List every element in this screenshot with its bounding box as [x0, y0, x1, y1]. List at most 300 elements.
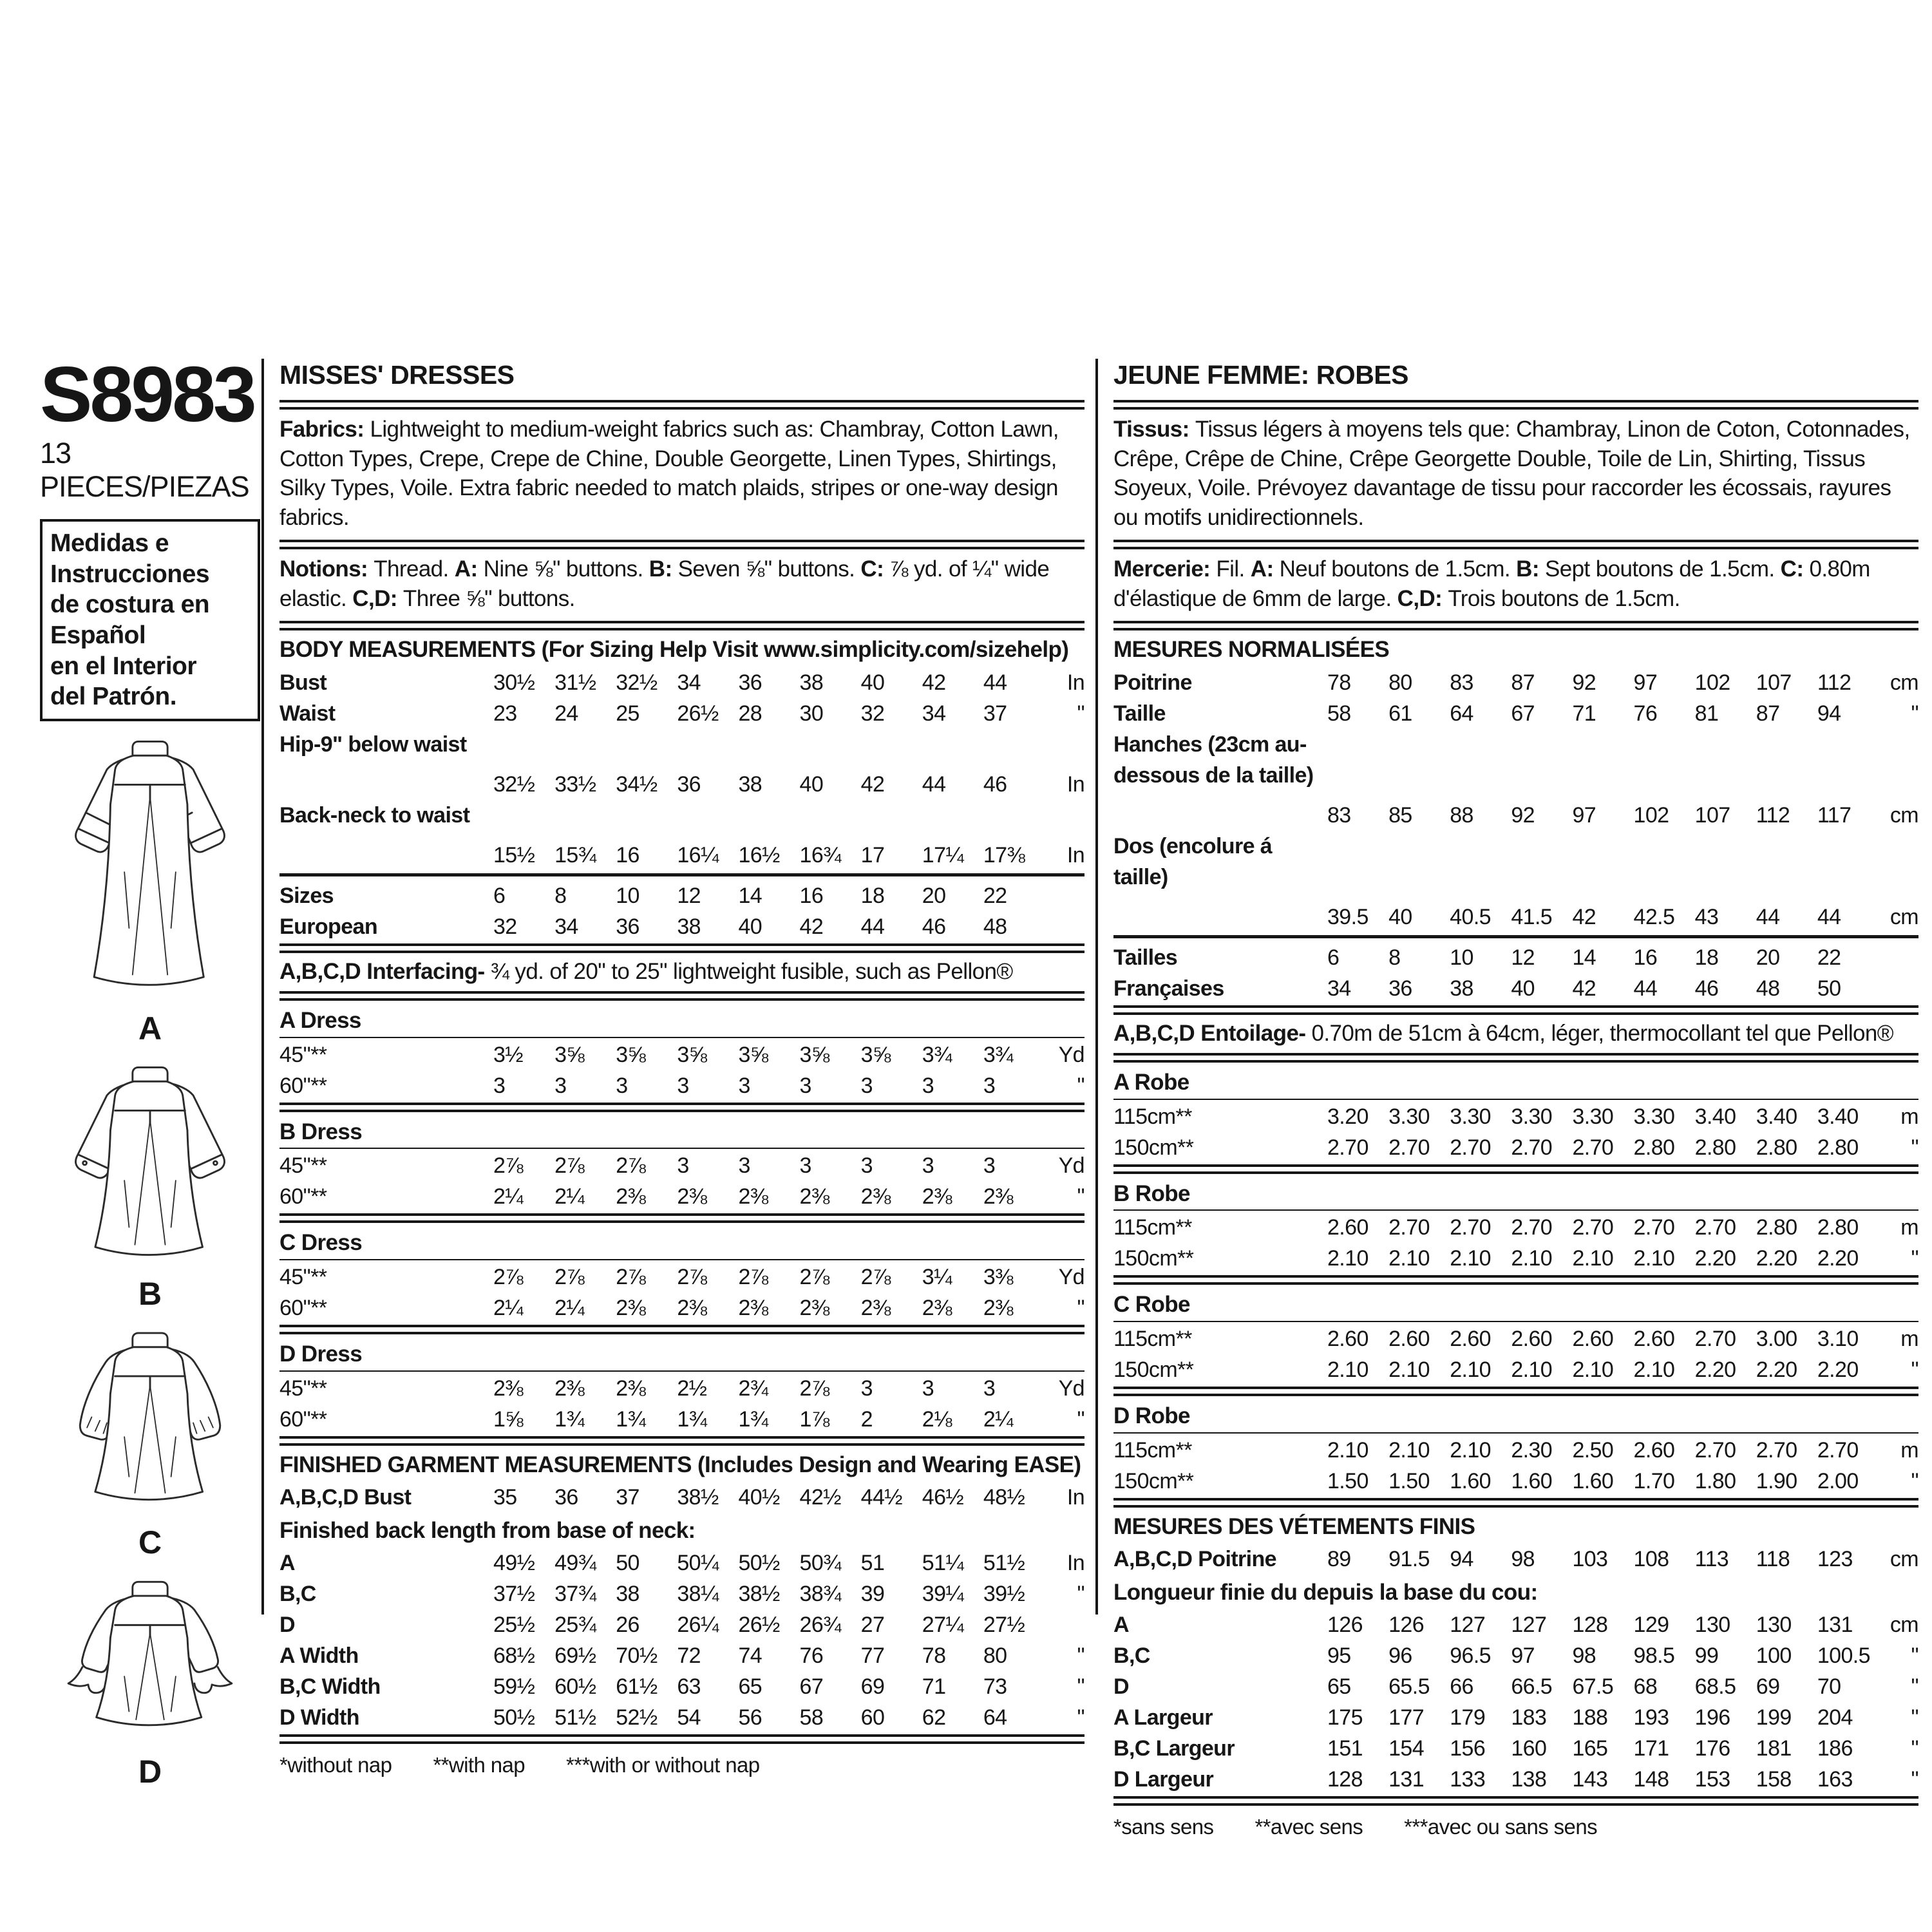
row-value: 2.70: [1450, 1215, 1491, 1240]
row-value: 59½: [493, 1674, 535, 1700]
row-value: 3: [554, 1073, 567, 1098]
spanish-note-line: en el Interior: [50, 652, 197, 680]
row-value: 68.5: [1694, 1674, 1736, 1700]
yardage-section-a: [279, 1005, 1084, 1112]
row-value: 165: [1572, 1736, 1608, 1761]
row-value: 2.70: [1388, 1215, 1430, 1240]
row-value: 2.70: [1694, 1327, 1736, 1352]
table-row: [279, 1482, 1084, 1513]
row-value: 204: [1817, 1705, 1853, 1730]
row-value: 38½: [677, 1485, 719, 1510]
row-value: 42: [922, 670, 946, 695]
row-value: 38¼: [677, 1582, 719, 1607]
row-unit: In: [1066, 670, 1084, 695]
row-value: 199: [1756, 1705, 1792, 1730]
table-row: [1113, 667, 1918, 698]
row-value: 34: [677, 670, 701, 695]
row-unit: ": [1077, 1705, 1084, 1730]
french-column: [1113, 358, 1918, 1841]
garment-label: D: [138, 1753, 162, 1790]
row-value: 65.5: [1388, 1674, 1430, 1700]
row-value: 18: [860, 883, 885, 908]
row-unit: ": [1911, 701, 1918, 726]
row-value: 37¾: [554, 1582, 596, 1607]
row-value: 58: [1327, 701, 1351, 726]
sens-footnotes: [1113, 1814, 1918, 1841]
mesures-finis-header: MESURES DES VÉTEMENTS FINIS: [1113, 1513, 1475, 1539]
row-value: 3.40: [1694, 1104, 1736, 1129]
row-value: 2.20: [1694, 1246, 1736, 1271]
row-value: 113: [1694, 1547, 1729, 1572]
divider: [1113, 540, 1918, 549]
row-value: 3⅝: [799, 1042, 829, 1067]
row-value: 2: [860, 1406, 873, 1432]
divider: [1113, 1005, 1918, 1015]
row-value: 49¾: [554, 1551, 596, 1576]
row-value: 2½: [677, 1376, 707, 1401]
row-value: 97: [1511, 1643, 1535, 1669]
table-row: [1113, 1212, 1918, 1243]
section-title: B Robe: [1113, 1180, 1190, 1206]
row-value: 2⅜: [799, 1296, 829, 1321]
row-unit: ": [1911, 1736, 1918, 1761]
row-value: 65: [1327, 1674, 1351, 1700]
row-value: 1.80: [1694, 1468, 1736, 1493]
footnote: ***avec ou sans sens: [1404, 1815, 1597, 1839]
row-value: 3: [493, 1073, 506, 1098]
row-value: 1¾: [738, 1406, 768, 1432]
garment-c-figure: [40, 1329, 260, 1561]
row-value: 3: [860, 1153, 873, 1179]
row-unit: m: [1900, 1327, 1918, 1352]
row-value: 2.10: [1572, 1246, 1614, 1271]
row-value: 2.70: [1572, 1215, 1614, 1240]
row-value: 36: [677, 772, 701, 797]
row-value: 44½: [860, 1485, 903, 1510]
row-value: 50: [616, 1551, 639, 1576]
row-value: 26½: [738, 1613, 780, 1638]
row-value: 100: [1756, 1643, 1792, 1669]
row-value: 81: [1694, 701, 1719, 726]
row-value: 50½: [493, 1705, 535, 1730]
row-value: 117: [1817, 802, 1852, 828]
row-value: 91.5: [1388, 1547, 1430, 1572]
row-value: 2.60: [1388, 1327, 1430, 1352]
row-value: 186: [1817, 1736, 1853, 1761]
row-label: B,C: [279, 1582, 316, 1607]
mesures-table: [1113, 667, 1918, 933]
english-title: MISSES' DRESSES: [279, 360, 515, 390]
row-value: 6: [493, 883, 506, 908]
row-value: 32: [860, 701, 885, 726]
row-value: 2¾: [738, 1376, 768, 1401]
garment-b-figure: [40, 1064, 260, 1312]
tissus-paragraph: Tissus: Tissus légers à moyens tels que: Chambray, Linon de Coton, Cotonnades, Crêpe, Crêpe de Chine, Crêpe Georgette Double, Toile de Lin, Shirting, Tissus Soyeux, Voile. Prévoyez davantage de tissu pour raccorder les écossais, rayures ou motifs unidirectionnels.: [1113, 417, 1910, 530]
row-value: 15¾: [554, 842, 596, 867]
row-value: 3: [922, 1153, 934, 1179]
table-row: [279, 1702, 1084, 1733]
yardage-table: [279, 1262, 1084, 1323]
row-value: 2¼: [493, 1184, 524, 1209]
row-value: 63: [677, 1674, 701, 1700]
table-row: [279, 1293, 1084, 1323]
french-title: JEUNE FEMME: ROBES: [1113, 360, 1408, 390]
row-value: 10: [1450, 945, 1473, 970]
row-value: 1¾: [677, 1406, 707, 1432]
row-value: 3.10: [1817, 1327, 1859, 1352]
row-value: 2.00: [1817, 1468, 1859, 1493]
row-unit: ": [1911, 1705, 1918, 1730]
section-title: B Dress: [279, 1119, 363, 1144]
metrage-section-a: [1113, 1066, 1918, 1174]
row-value: 52½: [616, 1705, 658, 1730]
row-value: 95: [1327, 1643, 1351, 1669]
row-value: 32½: [616, 670, 658, 695]
row-value: 143: [1572, 1767, 1608, 1792]
row-label: B,C Width: [279, 1674, 381, 1700]
row-value: 24: [554, 701, 578, 726]
divider: [279, 1148, 1084, 1149]
row-value: 17: [860, 842, 885, 867]
table-row: [279, 1150, 1084, 1181]
row-value: 69: [860, 1674, 885, 1700]
row-value: 108: [1633, 1547, 1669, 1572]
row-value: 44: [1756, 904, 1780, 929]
row-value: 41.5: [1511, 904, 1553, 929]
mercerie-paragraph: Mercerie: Fil. A: Neuf boutons de 1.5cm. B: Sept boutons de 1.5cm. C: 0.80m d'élastique de 6mm de large. C,D: Trois boutons de 1.5cm.: [1113, 556, 1870, 611]
row-value: 2⅞: [554, 1153, 585, 1179]
row-value: 129: [1633, 1613, 1669, 1638]
dress-b-illustration: [57, 1064, 243, 1274]
row-value: 2¼: [983, 1406, 1013, 1432]
body-measurements-table: [279, 667, 1084, 871]
row-label: 45"**: [279, 1153, 327, 1179]
table-row: [1113, 1733, 1918, 1764]
row-value: 50½: [738, 1551, 780, 1576]
row-value: 15½: [493, 842, 535, 867]
row-value: 2⅞: [677, 1265, 707, 1290]
row-value: 1⅞: [799, 1406, 829, 1432]
row-value: 175: [1327, 1705, 1363, 1730]
row-value: 2⅜: [738, 1296, 768, 1321]
row-value: 27¼: [922, 1613, 964, 1638]
row-unit: Yd: [1058, 1042, 1084, 1067]
yardage-section-c: [279, 1227, 1084, 1334]
table-row: [1113, 1323, 1918, 1354]
row-value: 99: [1694, 1643, 1719, 1669]
row-value: 70½: [616, 1643, 658, 1669]
row-value: 3.20: [1327, 1104, 1368, 1129]
footnote: **avec sens: [1255, 1815, 1363, 1839]
row-value: 3⅝: [616, 1042, 646, 1067]
row-value: 34: [554, 914, 578, 939]
row-value: 83: [1450, 670, 1473, 695]
row-value: 2.60: [1633, 1327, 1675, 1352]
row-value: 27: [860, 1613, 885, 1638]
row-value: 2.70: [1694, 1215, 1736, 1240]
row-value: 2.20: [1817, 1246, 1859, 1271]
row-value: 16: [616, 842, 639, 867]
table-row: [1113, 973, 1918, 1004]
row-value: 34: [922, 701, 946, 726]
row-value: 2.60: [1633, 1437, 1675, 1463]
divider: [1113, 1053, 1918, 1063]
spanish-note-line: del Patrón.: [50, 683, 177, 711]
divider: [1113, 935, 1918, 938]
divider: [279, 991, 1084, 1001]
row-value: 44: [922, 772, 946, 797]
row-label: Hanches (23cm au-dessous de la taille): [1113, 732, 1314, 788]
row-unit: In: [1066, 772, 1084, 797]
table-row: [279, 667, 1084, 698]
row-value: 2.70: [1511, 1135, 1553, 1160]
row-label: 150cm**: [1113, 1135, 1194, 1160]
row-value: 2⅜: [493, 1376, 524, 1401]
row-label: D Width: [279, 1705, 359, 1730]
row-value: 42: [860, 772, 885, 797]
row-value: 43: [1694, 904, 1719, 929]
row-value: 39½: [983, 1582, 1025, 1607]
row-value: 38: [677, 914, 701, 939]
row-value: 3: [738, 1153, 750, 1179]
table-row: [1113, 698, 1918, 729]
row-unit: ": [1911, 1468, 1918, 1493]
row-unit: In: [1066, 1485, 1084, 1510]
section-title: A Robe: [1113, 1070, 1189, 1095]
row-value: 46: [922, 914, 946, 939]
row-value: 2.60: [1572, 1327, 1614, 1352]
table-row: [279, 880, 1084, 911]
row-value: 2⅞: [799, 1376, 829, 1401]
divider: [279, 1259, 1084, 1260]
row-value: 64: [1450, 701, 1473, 726]
table-row: [279, 1578, 1084, 1609]
row-value: 2⅜: [738, 1184, 768, 1209]
divider: [279, 943, 1084, 953]
row-value: 38: [616, 1582, 639, 1607]
row-value: 42.5: [1633, 904, 1675, 929]
row-value: 14: [1572, 945, 1596, 970]
row-value: 3⅝: [860, 1042, 891, 1067]
row-value: 2.10: [1388, 1358, 1430, 1383]
dress-d-illustration: [57, 1578, 243, 1752]
finished-back-length-label: Finished back length from base of neck:: [279, 1518, 696, 1544]
row-label: 60"**: [279, 1406, 327, 1432]
row-value: 2.70: [1756, 1437, 1797, 1463]
row-value: 3: [799, 1073, 811, 1098]
row-label: Waist: [279, 701, 336, 726]
row-value: 2⅛: [922, 1406, 952, 1432]
row-value: 102: [1694, 670, 1730, 695]
row-unit: m: [1900, 1215, 1918, 1240]
row-value: 25½: [493, 1613, 535, 1638]
row-value: 32½: [493, 772, 535, 797]
row-value: 44: [983, 670, 1007, 695]
row-value: 66.5: [1511, 1674, 1553, 1700]
garment-label: C: [138, 1524, 162, 1560]
row-value: 2.80: [1817, 1135, 1859, 1160]
row-value: 112: [1817, 670, 1852, 695]
row-label: B,C Largeur: [1113, 1736, 1235, 1761]
metrage-table: [1113, 1435, 1918, 1497]
table-row: [279, 1262, 1084, 1293]
row-label: Back-neck to waist: [279, 802, 470, 828]
finished-lengths-table: [279, 1548, 1084, 1733]
table-row: [279, 911, 1084, 942]
table-row: [1113, 729, 1918, 791]
table-row: [1113, 1466, 1918, 1497]
row-value: 2⅞: [799, 1265, 829, 1290]
table-row: [1113, 800, 1918, 831]
row-value: 34½: [616, 772, 658, 797]
notions-paragraph: Notions: Thread. A: Nine ⅝" buttons. B: Seven ⅝" buttons. C: ⅞ yd. of ¼" wide elastic. C,D: Three ⅝" buttons.: [279, 556, 1050, 611]
row-value: 2.10: [1327, 1358, 1368, 1383]
yardage-table: [279, 1373, 1084, 1435]
divider: [279, 1037, 1084, 1038]
row-value: 61½: [616, 1674, 658, 1700]
yardage-section-d: [279, 1338, 1084, 1446]
row-value: 39¼: [922, 1582, 964, 1607]
row-value: 130: [1694, 1613, 1730, 1638]
row-unit: cm: [1889, 670, 1918, 695]
divider: [279, 1370, 1084, 1372]
row-value: 87: [1756, 701, 1780, 726]
divider: [1113, 1164, 1918, 1174]
row-value: 96.5: [1450, 1643, 1491, 1669]
row-label: Sizes: [279, 883, 334, 908]
row-value: 1.60: [1572, 1468, 1614, 1493]
row-label: B,C: [1113, 1643, 1150, 1669]
row-value: 2⅞: [493, 1265, 524, 1290]
row-value: 2⅜: [677, 1296, 707, 1321]
row-value: 73: [983, 1674, 1007, 1700]
row-value: 3.40: [1756, 1104, 1797, 1129]
row-value: 2.50: [1572, 1437, 1614, 1463]
row-value: 2.10: [1572, 1358, 1614, 1383]
row-unit: ": [1077, 1643, 1084, 1669]
finished-measurements-header: FINISHED GARMENT MEASUREMENTS (Includes Design and Wearing EASE): [279, 1452, 1081, 1477]
row-value: 2⅜: [616, 1296, 646, 1321]
row-value: 3: [922, 1376, 934, 1401]
row-unit: ": [1077, 1184, 1084, 1209]
row-value: 61: [1388, 701, 1412, 726]
divider: [279, 400, 1084, 410]
row-value: 1⅝: [493, 1406, 524, 1432]
row-value: 2.80: [1694, 1135, 1736, 1160]
row-value: 40: [799, 772, 824, 797]
row-value: 50: [1817, 976, 1841, 1001]
table-row: [1113, 1435, 1918, 1466]
row-value: 12: [677, 883, 701, 908]
row-value: 46½: [922, 1485, 964, 1510]
row-value: 65: [738, 1674, 762, 1700]
section-title: C Dress: [279, 1230, 363, 1256]
row-label: A,B,C,D Poitrine: [1113, 1547, 1276, 1572]
row-value: 3: [677, 1153, 689, 1179]
table-row: [279, 769, 1084, 800]
row-label: 60"**: [279, 1184, 327, 1209]
row-label: D Largeur: [1113, 1767, 1214, 1792]
divider: [1113, 1498, 1918, 1508]
row-label: 60"**: [279, 1296, 327, 1321]
table-row: [279, 698, 1084, 729]
row-value: 138: [1511, 1767, 1547, 1792]
row-value: 98: [1572, 1643, 1596, 1669]
row-value: 102: [1633, 802, 1669, 828]
row-value: 2.20: [1756, 1358, 1797, 1383]
table-row: [1113, 902, 1918, 933]
metrage-table: [1113, 1101, 1918, 1163]
row-value: 67: [1511, 701, 1535, 726]
row-value: 16¼: [677, 842, 719, 867]
row-value: 92: [1511, 802, 1535, 828]
metrage-section-b: [1113, 1178, 1918, 1285]
row-value: 179: [1450, 1705, 1486, 1730]
spanish-note-line: de costura en Español: [50, 591, 210, 649]
table-row: [279, 1671, 1084, 1702]
row-unit: ": [1077, 1582, 1084, 1607]
row-value: 2.10: [1388, 1437, 1430, 1463]
row-value: 39.5: [1327, 904, 1368, 929]
row-value: 64: [983, 1705, 1007, 1730]
row-value: 3: [738, 1073, 750, 1098]
row-value: 3: [983, 1153, 996, 1179]
row-label: Hip-9" below waist: [279, 732, 467, 757]
row-value: 2⅜: [922, 1296, 952, 1321]
table-row: [279, 729, 1084, 760]
pattern-number: S8983: [40, 350, 254, 438]
row-value: 2.10: [1511, 1358, 1553, 1383]
footnote: *without nap: [279, 1753, 392, 1777]
row-value: 40: [860, 670, 885, 695]
row-value: 36: [738, 670, 762, 695]
row-value: 2.70: [1450, 1135, 1491, 1160]
row-value: 188: [1572, 1705, 1608, 1730]
table-row: [279, 800, 1084, 831]
divider: [1113, 1432, 1918, 1434]
metrage-table: [1113, 1323, 1918, 1385]
row-unit: ": [1077, 701, 1084, 726]
row-value: 2.20: [1694, 1358, 1736, 1383]
divider: [1113, 400, 1918, 410]
row-value: 44: [1817, 904, 1841, 929]
row-value: 2.10: [1633, 1358, 1675, 1383]
garment-d-figure: [40, 1578, 260, 1790]
table-row: [279, 1070, 1084, 1101]
row-value: 3⅝: [554, 1042, 585, 1067]
row-value: 2.70: [1511, 1215, 1553, 1240]
row-value: 42½: [799, 1485, 841, 1510]
divider: [279, 1436, 1084, 1446]
row-value: 2⅞: [616, 1153, 646, 1179]
row-value: 1.90: [1756, 1468, 1797, 1493]
row-value: 126: [1388, 1613, 1425, 1638]
row-value: 87: [1511, 670, 1535, 695]
footnote: ***with or without nap: [566, 1753, 760, 1777]
row-value: 1.60: [1450, 1468, 1491, 1493]
row-value: 46: [1694, 976, 1719, 1001]
row-value: 2¼: [493, 1296, 524, 1321]
divider: [279, 1325, 1084, 1334]
row-value: 127: [1511, 1613, 1547, 1638]
row-value: 44: [860, 914, 885, 939]
row-value: 35: [493, 1485, 517, 1510]
row-label: Bust: [279, 670, 327, 695]
row-value: 38½: [738, 1582, 780, 1607]
row-label: 45"**: [279, 1265, 327, 1290]
row-value: 2⅞: [860, 1265, 891, 1290]
finished-bust-table: [279, 1482, 1084, 1513]
